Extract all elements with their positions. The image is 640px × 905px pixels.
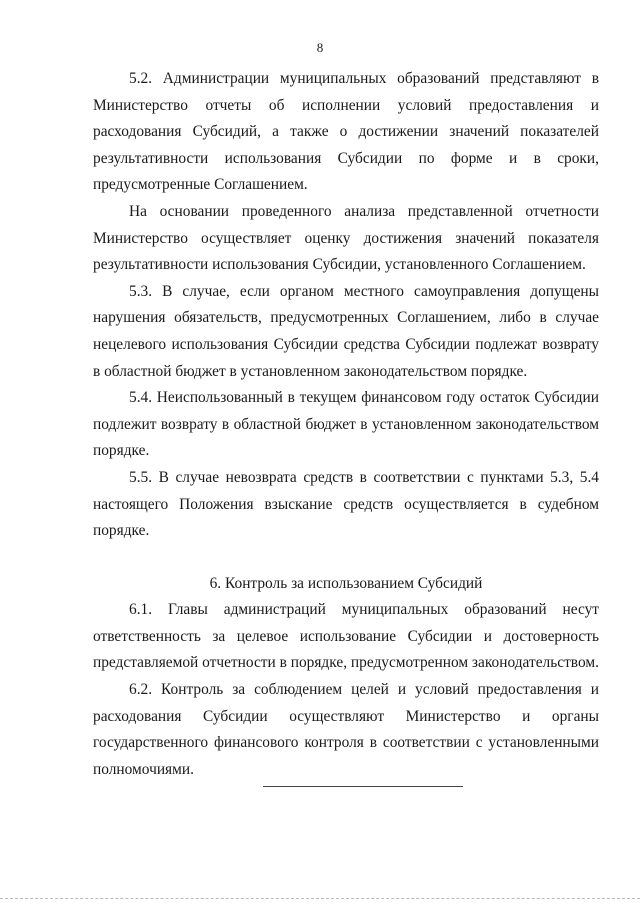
paragraph-5-2: 5.2. Администрации муниципальных образований представляют в Министерство отчеты об исполнении условий предоставления и расходования Субсидий, а также о достижении значений показателей результативности использования Субсидии по форме и в сроки, предусмотренные Соглашением.: [93, 70, 599, 194]
paragraph-5-5: 5.5. В случае невозврата средств в соответствии с пунктами 5.3, 5.4 настоящего Положения взыскание средств осуществляется в судебном порядке.: [93, 468, 599, 540]
document-body: [93, 66, 599, 783]
paragraph-5-4: 5.4. Неиспользованный в текущем финансовом году остаток Субсидии подлежит возврату в областной бюджет в установленном законодательством порядке.: [93, 389, 599, 460]
scan-edge-line: [0, 898, 640, 899]
section-6-heading: 6. Контроль за использованием Субсидий: [209, 574, 483, 592]
paragraph-5-2-analysis: На основании проведенного анализа представленной отчетности Министерство осуществляет оценку достижения значений показателя результативности использования Субсидии, установленного Соглашением.: [93, 202, 599, 274]
paragraph-6-1: 6.1. Главы администраций муниципальных образований несут ответственность за целевое использование Субсидии и достоверность представляемой отчетности в порядке, предусмотренном законодательством.: [93, 601, 599, 672]
paragraph-6-2: 6.2. Контроль за соблюдением целей и условий предоставления и расходования Субсидии осуществляют Министерство и органы государственного финансового контроля в соответствии с установленными полномочиями.: [93, 681, 599, 778]
paragraph-5-3: 5.3. В случае, если органом местного самоуправления допущены нарушения обязательств, предусмотренных Соглашением, либо в случае нецелевого использования Субсидии средства Субсидии подлежат возврату в областной бюджет в установленном законодательством порядке.: [93, 282, 599, 380]
page-number: 8: [316, 40, 324, 55]
end-separator-line: [263, 786, 463, 787]
